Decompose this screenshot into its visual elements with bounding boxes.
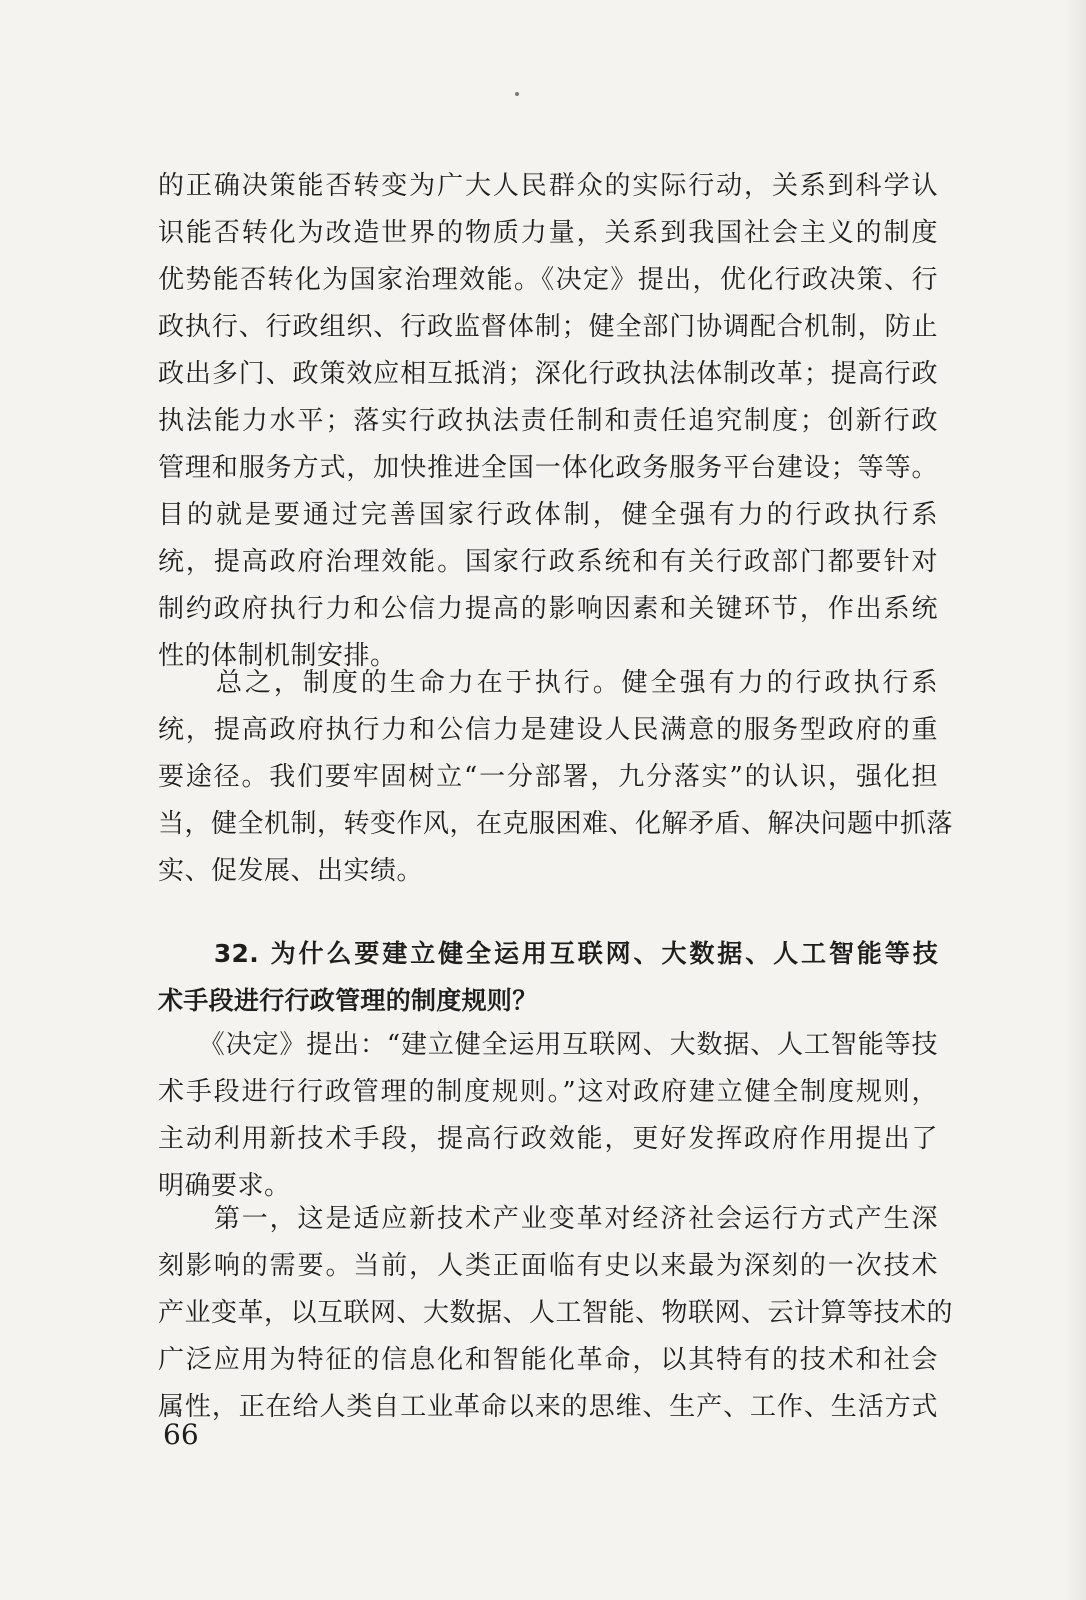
text-line: 要途径。我们要牢固树立“一分部署，九分落实”的认识，强化担	[158, 762, 938, 792]
heading-line: 32. 为什么要建立健全运用互联网、大数据、人工智能等技	[158, 939, 938, 968]
text-line: 第一，这是适应新技术产业变革对经济社会运行方式产生深	[158, 1204, 938, 1234]
page-edge-shadow	[1064, 0, 1086, 1600]
heading-line: 术手段进行行政管理的制度规则？	[158, 986, 538, 1015]
text-line: 属性，正在给人类自工业革命以来的思维、生产、工作、生活方式	[158, 1392, 938, 1422]
paragraph-4	[158, 1196, 954, 1431]
text-line: 政出多门、政策效应相互抵消；深化行政执法体制改革；提高行政	[158, 359, 938, 389]
text-line: 术手段进行行政管理的制度规则。”这对政府建立健全制度规则，	[158, 1077, 938, 1107]
text-line: 广泛应用为特征的信息化和智能化革命，以其特有的技术和社会	[158, 1345, 938, 1375]
page-number: 66	[163, 1418, 199, 1451]
text-line: 刻影响的需要。当前，人类正面临有史以来最为深刻的一次技术	[158, 1251, 938, 1281]
text-line: 实、促发展、出实绩。	[158, 856, 424, 886]
paragraph-3	[158, 1022, 938, 1210]
text-line: 目的就是要通过完善国家行政体制，健全强有力的行政执行系	[158, 500, 938, 530]
scan-mark	[515, 92, 519, 96]
text-line: 产业变革，以互联网、大数据、人工智能、物联网、云计算等技术的	[158, 1298, 954, 1328]
text-line: 总之，制度的生命力在于执行。健全强有力的行政执行系	[158, 668, 938, 698]
text-line: 当，健全机制，转变作风，在克服困难、化解矛盾、解决问题中抓落	[158, 809, 954, 839]
text-line: 的正确决策能否转变为广大人民群众的实际行动，关系到科学认	[158, 171, 938, 201]
section-heading	[158, 930, 938, 1024]
text-line: 政执行、行政组织、行政监督体制；健全部门协调配合机制，防止	[158, 312, 938, 342]
text-line: 制约政府执行力和公信力提高的影响因素和关键环节，作出系统	[158, 594, 938, 624]
text-line: 明确要求。	[158, 1171, 291, 1201]
paragraph-1	[158, 163, 938, 680]
text-line: 管理和服务方式，加快推进全国一体化政务服务平台建设；等等。	[158, 453, 938, 483]
text-line: 《决定》提出：“建立健全运用互联网、大数据、人工智能等技	[158, 1030, 938, 1060]
paragraph-2	[158, 660, 954, 895]
text-line: 统，提高政府执行力和公信力是建设人民满意的服务型政府的重	[158, 715, 938, 745]
text-line: 识能否转化为改造世界的物质力量，关系到我国社会主义的制度	[158, 218, 938, 248]
text-line: 执法能力水平；落实行政执法责任制和责任追究制度；创新行政	[158, 406, 938, 436]
text-line: 统，提高政府治理效能。国家行政系统和有关行政部门都要针对	[158, 547, 938, 577]
text-line: 性的体制机制安排。	[158, 641, 397, 671]
text-line: 优势能否转化为国家治理效能。《决定》提出，优化行政决策、行	[158, 265, 938, 295]
text-line: 主动利用新技术手段，提高行政效能，更好发挥政府作用提出了	[158, 1124, 938, 1154]
